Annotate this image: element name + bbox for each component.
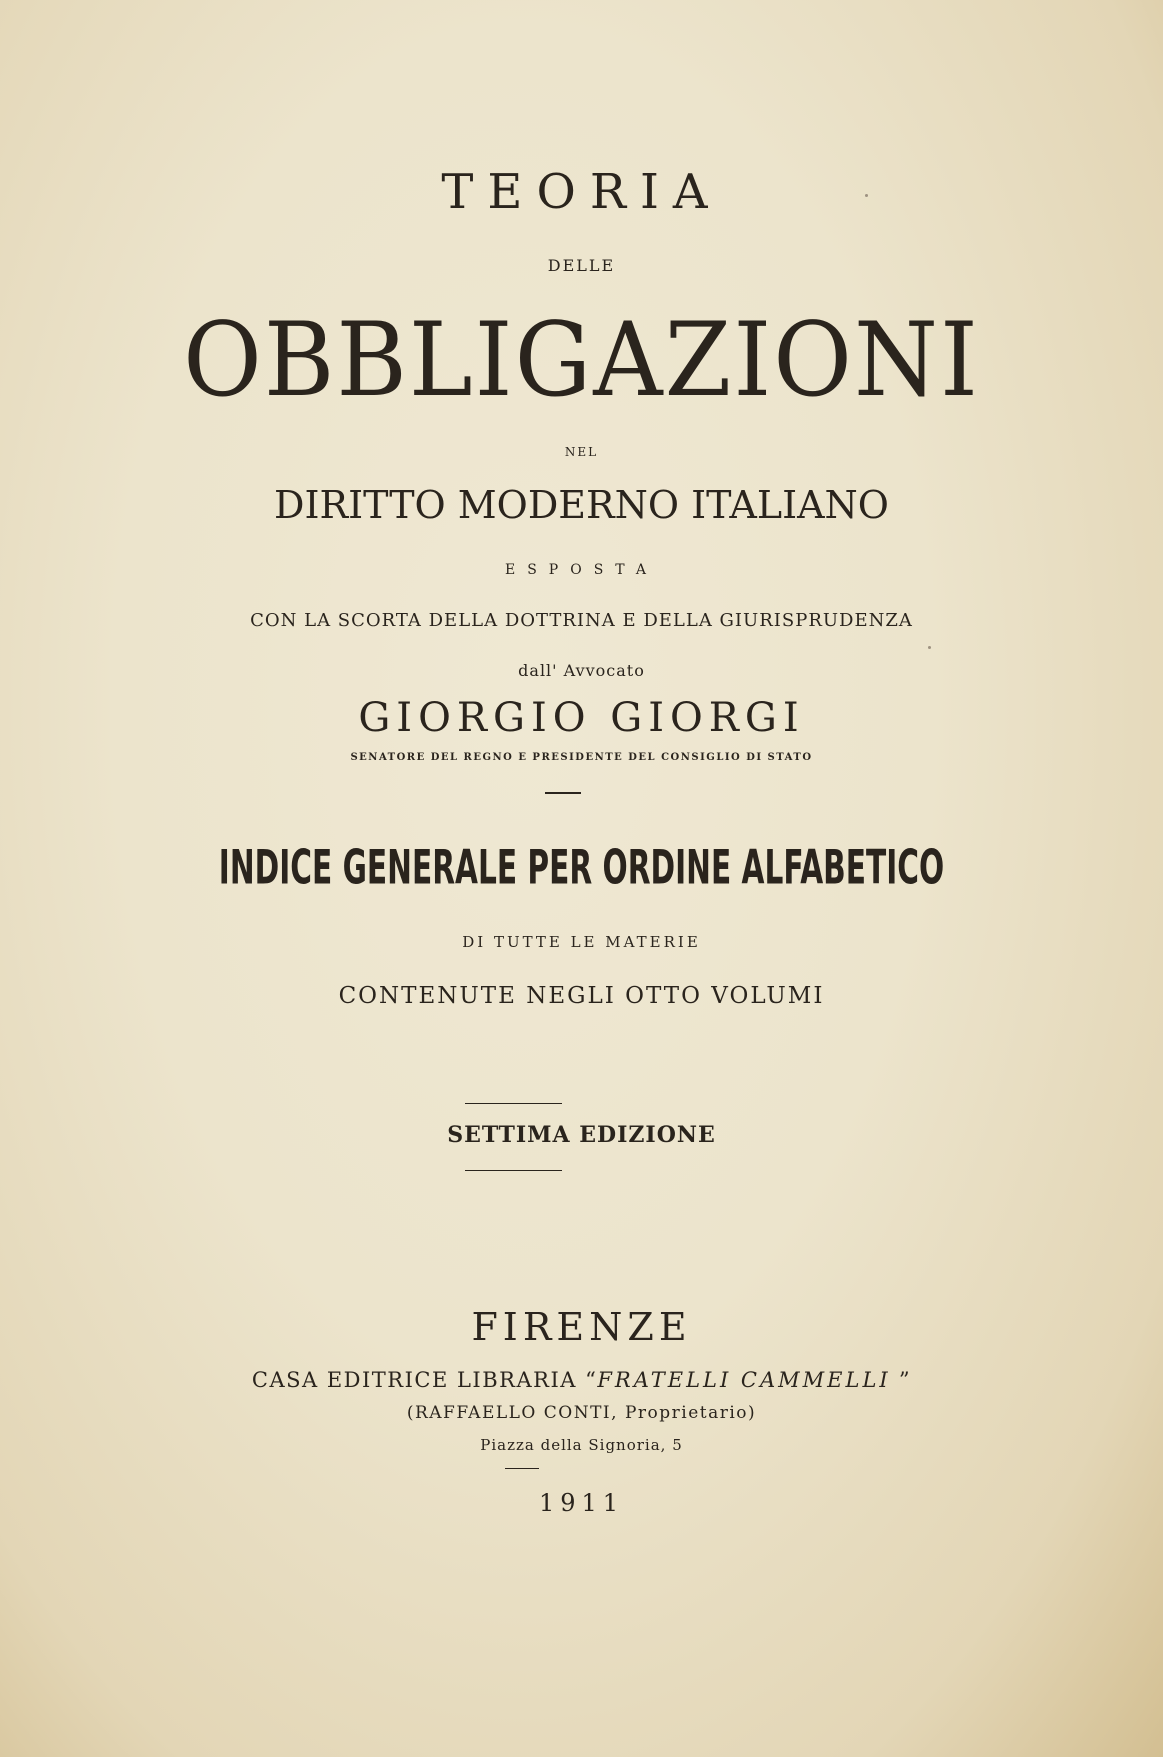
volumes-line: CONTENUTE NEGLI OTTO VOLUMI bbox=[338, 983, 825, 1009]
scorta-line: CON LA SCORTA DELLA DOTTRINA E DELLA GIURISPRUDENZA bbox=[250, 610, 913, 631]
proprietor-line: (RAFFAELLO CONTI, Proprietario) bbox=[406, 1403, 757, 1423]
title-top: TEORIA bbox=[441, 164, 722, 220]
author-name: GIORGIO GIORGI bbox=[358, 695, 805, 741]
index-subheading: DI TUTTE LE MATERIE bbox=[462, 933, 701, 951]
title-connector-nel: NEL bbox=[564, 445, 599, 459]
divider-rule bbox=[545, 792, 581, 794]
avvocato-line: dall' Avvocato bbox=[518, 661, 645, 680]
author-title: SENATORE DEL REGNO E PRESIDENTE DEL CONSIGLIO DI STATO bbox=[350, 752, 813, 763]
imprint-city: FIRENZE bbox=[471, 1305, 692, 1349]
title-connector-delle: DELLE bbox=[547, 256, 616, 275]
publisher-name: FRATELLI CAMMELLI bbox=[597, 1368, 891, 1392]
main-title: OBBLIGAZIONI bbox=[183, 300, 980, 420]
edition: SETTIMA EDIZIONE bbox=[447, 1122, 716, 1148]
esposta-line: ESPOSTA bbox=[505, 562, 658, 578]
edition-rule-top bbox=[465, 1103, 562, 1104]
publisher-line bbox=[0, 1370, 1163, 1391]
edition-rule-bottom bbox=[465, 1170, 562, 1171]
paper-speck bbox=[928, 646, 931, 649]
index-heading: INDICE GENERALE PER ORDINE ALFABETICO bbox=[218, 839, 945, 895]
address-line: Piazza della Signoria, 5 bbox=[480, 1436, 683, 1454]
publication-year: 1911 bbox=[538, 1489, 625, 1517]
year-rule bbox=[505, 1468, 539, 1469]
publisher-suffix: ” bbox=[890, 1368, 912, 1392]
subtitle: DIRITTO MODERNO ITALIANO bbox=[274, 483, 889, 527]
paper-speck bbox=[865, 194, 868, 197]
publisher-prefix: CASA EDITRICE LIBRARIA “ bbox=[251, 1368, 598, 1392]
